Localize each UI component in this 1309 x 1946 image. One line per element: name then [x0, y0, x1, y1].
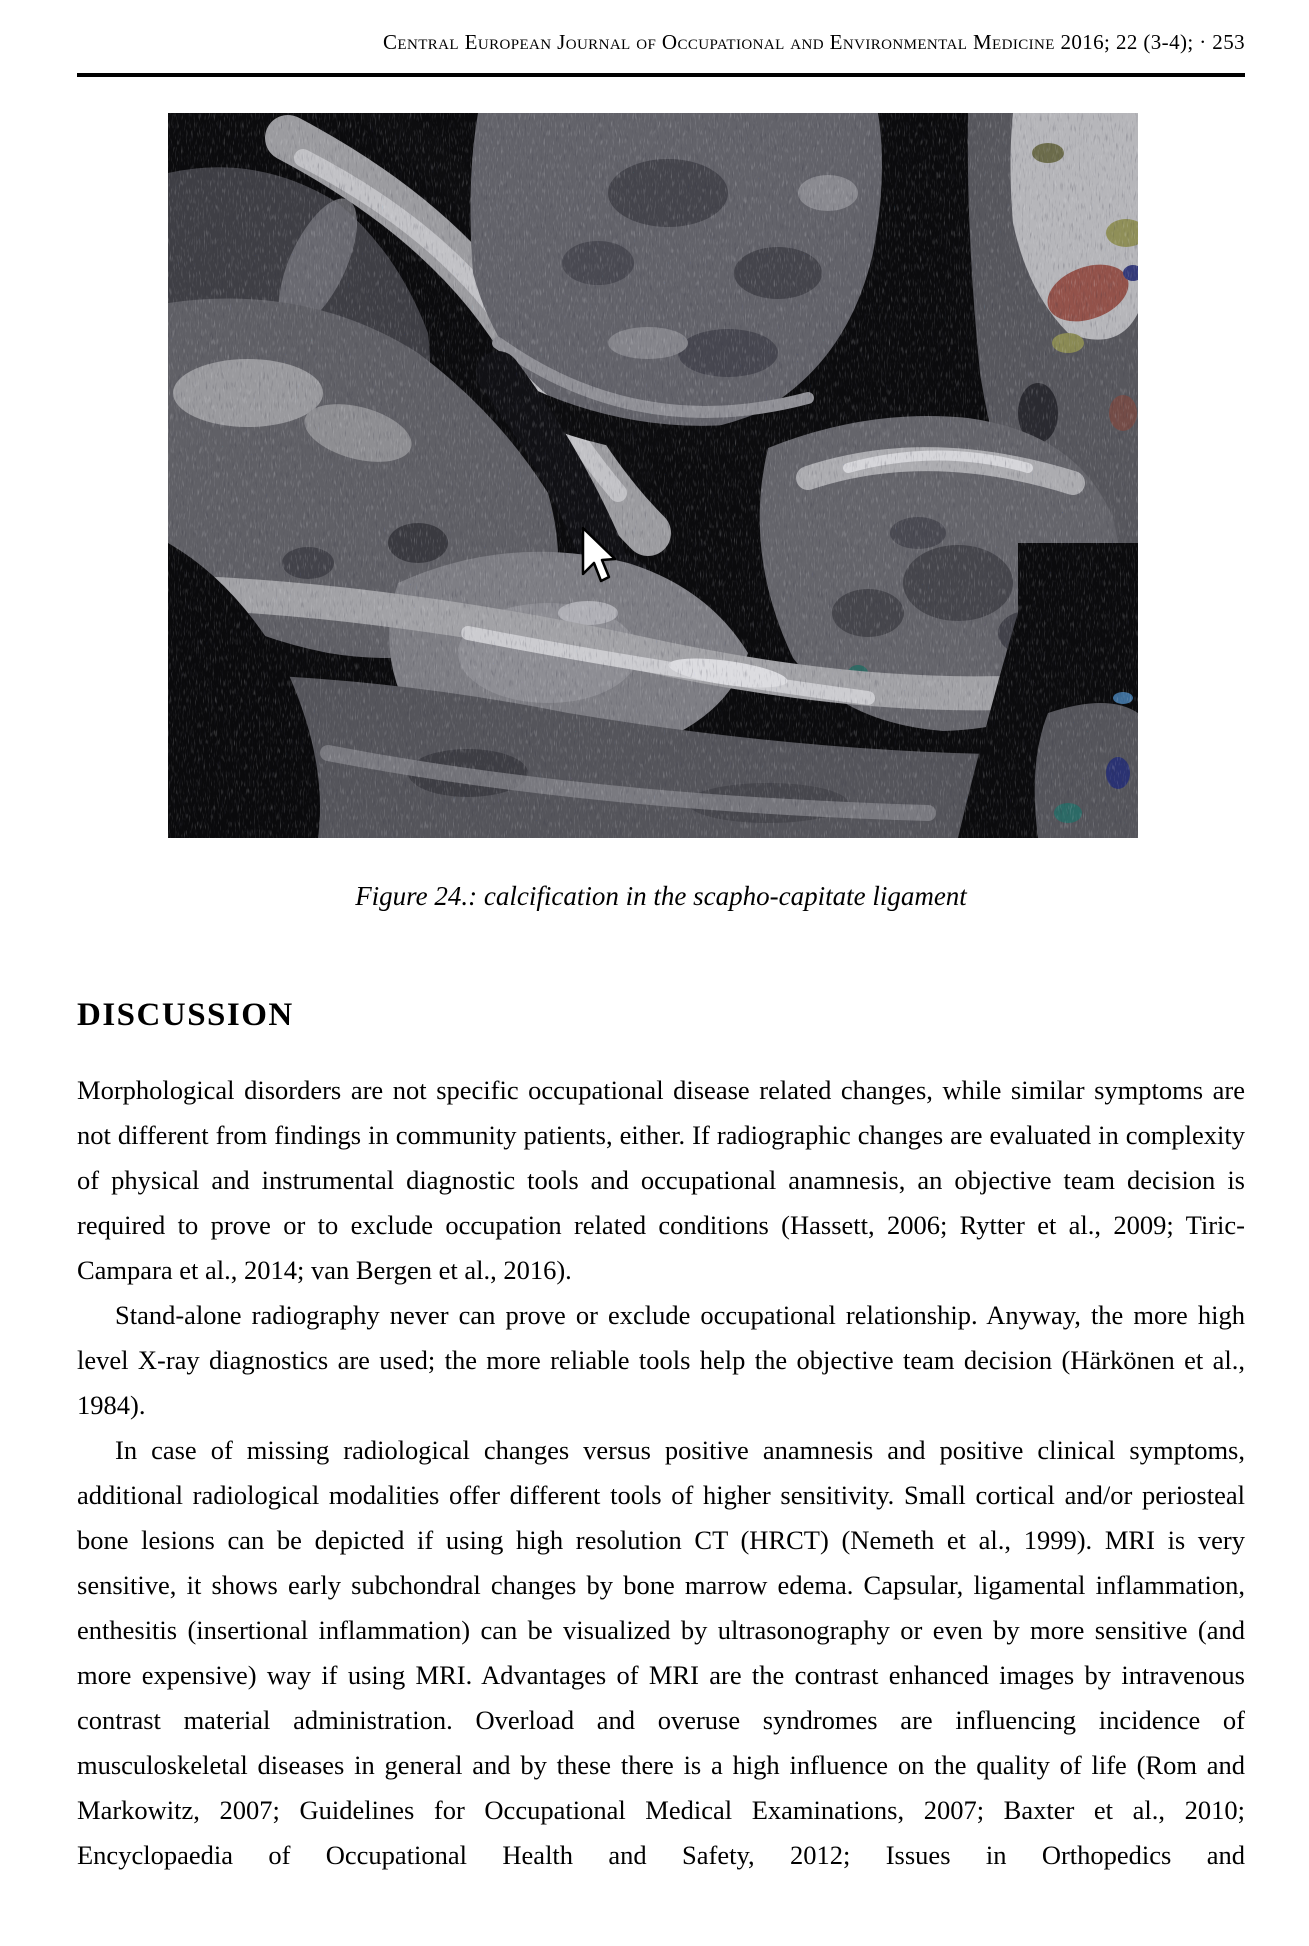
discussion-body — [77, 1068, 1245, 1878]
header-rule — [77, 73, 1245, 77]
discussion-paragraph: Morphological disorders are not specific occupational disease related changes, while similar symptoms are not different from findings in community patients, either. If radiographic changes are evaluated in complexity of physical and instrumental diagnostic tools and occupational anamnesis, an objective team decision is required to prove or to exclude occupation related conditions (Hassett, 2006; Rytter et al., 2009; Tiric-Campara et al., 2014; van Bergen et al., 2016). — [77, 1075, 1245, 1285]
wrist-scan-figure — [168, 113, 1138, 838]
discussion-paragraph: In case of missing radiological changes versus positive anamnesis and positive clinical symptoms, additional radiological modalities offer different tools of higher sensitivity. Small cortical and/or periosteal bone lesions can be depicted if using high resolution CT (HRCT) (Nemeth et al., 1999). MRI is very sensitive, it shows early subchondral changes by bone marrow edema. Capsular, ligamental inflammation, enthesitis (insertional inflammation) can be visualized by ultrasonography or even by more sensitive (and more expensive) way if using MRI. Advantages of MRI are the contrast enhanced images by intravenous contrast material administration. Overload and overuse syndromes are influencing incidence of musculoskeletal diseases in general and by these there is a high influence on the quality of life (Rom and Markowitz, 2007; Guidelines for Occupational Medical Examinations, 2007; Baxter et al., 2010; Encyclopaedia of Occupational Health and Safety, 2012; Issues in Orthopedics and — [77, 1435, 1245, 1870]
section-heading: DISCUSSION — [77, 997, 294, 1033]
wrist-scan-image — [168, 113, 1138, 838]
discussion-paragraph: Stand-alone radiography never can prove or exclude occupational relationship. Anyway, the more high level X-ray diagnostics are used; the more reliable tools help the objective team decision (Härkönen et al., 1984). — [77, 1300, 1245, 1420]
journal-header: Central European Journal of Occupational and Environmental Medicine 2016; 22 (3-4); · 253 — [383, 30, 1245, 54]
figure-caption: Figure 24.: calcification in the scapho-capitate ligament — [355, 881, 967, 911]
